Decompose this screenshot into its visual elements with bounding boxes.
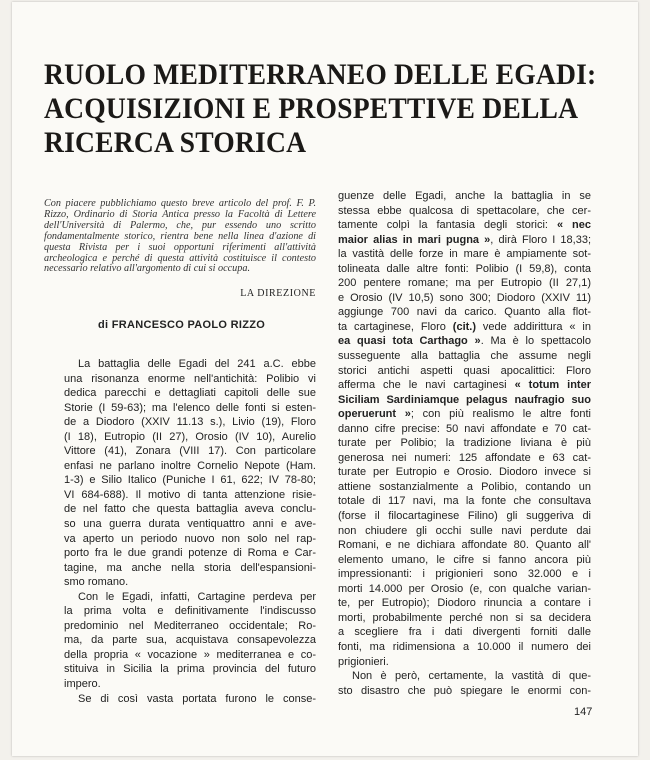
text-line: dedica parecchi e dettagliati capitoli delle sue [64, 387, 316, 400]
text-line: non chiudere gli occhi sulle navi perdute dai [338, 524, 591, 537]
text-line: maior alias in mari pugna », dirà Floro I 18,33; [338, 233, 591, 246]
text-line: Con le Egadi, infatti, Cartagine perdeva per [78, 590, 316, 603]
text-line: so una guerra durata ventiquattro anni e ave- [64, 518, 316, 531]
text-line: 200 pentere romane; ma per Eutropio (II 27,1) [338, 277, 591, 290]
latin-quote: « nec [556, 219, 591, 232]
article-title [44, 58, 597, 160]
text-line: ma, da parte sua, acquistava consapevolezza [64, 634, 316, 647]
text-line: (forse il filocartaginese Filino) gli suggeriva di [338, 510, 591, 523]
text-line: tolineata dalle altre fonti: Polibio (I 59,8), conta [338, 262, 591, 275]
text-line: Vittore (41), Zonara (VIII 17). Con particolare [64, 445, 316, 458]
title-line: RICERCA STORICA [44, 126, 307, 159]
text-line: generosa nei numeri: 125 affondate e 63 cat- [338, 451, 591, 464]
text-line: tagine, ma anche nella storia dell'espansioni- [64, 561, 316, 574]
text-line: Non è però, certamente, la vastità di que- [352, 670, 591, 683]
text-line: Storie (I 59-63); ma l'elenco delle fonti si esten- [64, 401, 316, 414]
text-line: turate per Eutropio e Orosio. Diodoro invece si [338, 466, 591, 479]
text-line: totale di 117 navi, ma la fonte che consultava [338, 495, 591, 508]
text-line: de nel fatto che questa battaglia aveva conclu- [64, 503, 316, 516]
text-line: la prima volta e definitivamente l'indiscusso [64, 605, 316, 618]
editorial-signature: LA DIREZIONE [240, 288, 316, 299]
text-line: turate per Polibio; la tradizione liviana è più [338, 437, 591, 450]
text-line: stessa ebbe qualcosa di spettacolare, che cer- [338, 204, 591, 217]
text-line: impressionanti: i prigionieri sono 32.000 e i [338, 568, 591, 581]
latin-quote: maior alias in mari pugna » [338, 233, 491, 246]
latin-quote: Siciliam Sardiniamque pelagus naufragio suo [338, 393, 591, 406]
text-line: stituiva in Sicilia la prima provincia del futuro [64, 663, 316, 676]
text-line: una risonanza enorme nell'antichità: Polibio vi [64, 372, 316, 385]
text-line: aggiunge 700 navi da carico. Quanto alla flot- [338, 306, 591, 319]
text-line: fonti, ma ridimensiona a 10.000 il numero dei [338, 640, 591, 653]
title-line: ACQUISIZIONI E PROSPETTIVE DELLA [44, 92, 579, 125]
title-line: RUOLO MEDITERRANEO DELLE EGADI: [44, 58, 597, 91]
body-column-left [64, 357, 316, 706]
author-byline: di FRANCESCO PAOLO RIZZO [98, 319, 266, 331]
text-line: te, per Eutropio); Diodoro rinuncia a contare i [338, 597, 591, 610]
text-line: La battaglia delle Egadi del 241 a.C. ebbe [78, 358, 316, 370]
text-line: porto fra le due grandi potenze di Roma e Car- [64, 547, 316, 560]
text-line: Se di così vasta portata furono le conse- [78, 692, 316, 705]
text-line: de a Diodoro (XXIV 11.13 s.), Livio (19), Floro [64, 416, 316, 429]
body-column-right [338, 189, 591, 698]
text-line: a scegliere fra i dati divergenti forniti dalle [338, 626, 591, 639]
text-line: predominio nel Mediterraneo occidentale; Ro- [64, 619, 316, 632]
text-line: enfasi ne parlano inoltre Cornelio Nepote (Ham. [64, 459, 316, 472]
text-line: Romani, e ne dichiara affondate 80. Quanto all' [338, 539, 591, 552]
text-line: morti 14.000 per Orosio (e, con qualche varian- [338, 582, 591, 595]
text-line: (I 18), Eutropio (II 27), Orosio (IV 10), Aurelio [64, 430, 316, 443]
text-line: della propria « vocazione » mediterranea e co- [64, 648, 316, 661]
text-line: ea quasi tota Carthago ». Ma è lo spettacolo [338, 335, 591, 348]
text-line: impero. [64, 678, 101, 691]
text-line: ta cartaginese, Floro (cit.) vede addirittura « in [338, 320, 591, 333]
text-line: operuerunt »; con più realismo le altre fonti [338, 408, 591, 421]
text-line: afferma che le navi cartaginesi « totum inter [338, 379, 591, 392]
text-line: elemento umano, le cifre si fanno ancora più [338, 553, 591, 566]
page-number: 147 [574, 706, 593, 718]
text-line: prigionieri. [338, 655, 389, 668]
text-line [338, 393, 591, 408]
text-line: VI 684-688). Il motivo di tanta attenzione risie- [64, 488, 316, 501]
latin-quote: operuerunt » [338, 408, 411, 421]
text-line: danno cifre precise: 50 navi affondate e 70 cat- [338, 422, 591, 435]
latin-quote: (cit.) [452, 320, 477, 333]
text-line: la vastità delle forze in mare è ampiamente sot- [338, 248, 591, 261]
text-line: attiene sostanzialmente a Polibio, contando un [338, 480, 591, 493]
text-line: tamente colpì la fantasia degli storici: « nec [338, 219, 591, 232]
text-line: guenze delle Egadi, anche la battaglia in se [338, 190, 591, 202]
text-line: va aperto un periodo nuovo non solo nel rap- [64, 532, 316, 545]
text-line: susseguente alla battaglia che assume negli [338, 350, 591, 363]
text-line: storici antichi aspetti quasi apocalittici: Floro [338, 364, 591, 377]
latin-quote: ea quasi tota Carthago » [338, 335, 481, 348]
text-line: smo romano. [64, 576, 129, 589]
text-line: morti, probabilmente perché non si sa decidera [338, 611, 591, 624]
text-line: e Orosio (IV 10,5) sono 300; Diodoro (XXIV 11) [338, 291, 591, 304]
text-line: 1-3) e Silio Italico (Puniche I 61, 622; IV 78-80; [64, 474, 316, 487]
text-line: sto disastro che può spiegare le enormi con- [338, 684, 591, 697]
latin-quote: « totum inter [514, 379, 591, 392]
editorial-note: Con piacere pubblichiamo questo breve articolo del prof. F. P. Rizzo, Ordinario di Storia Antica presso la Facoltà di Lettere dell'Università di Palermo, che, pur essendo uno scritto fondamentalmente storico, rientra bene nella linea d'azione di questa Rivista per i suoi opportuni riferimenti all'attività archeologica e perché di questa attività costituisce il contesto necessario relativo all'argomento di cui si occupa. [44, 198, 316, 275]
